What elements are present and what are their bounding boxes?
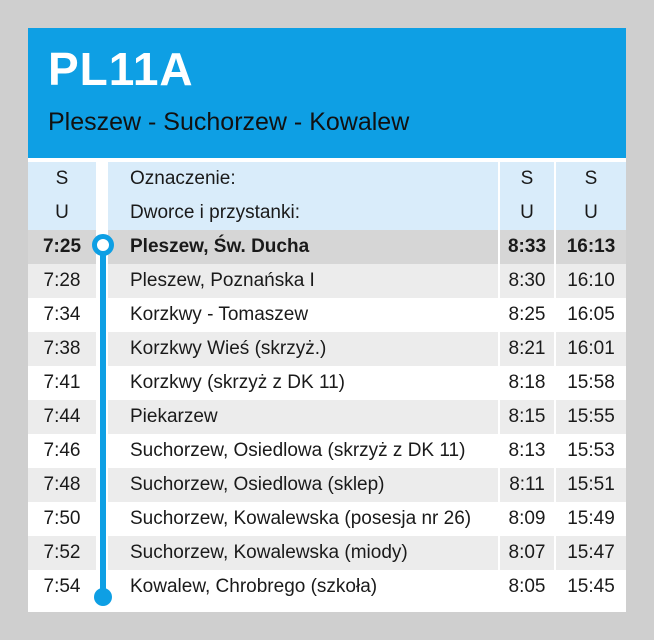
- return-time-1: 8:30: [498, 264, 554, 298]
- stop-name: Suchorzew, Osiedlowa (sklep): [108, 468, 498, 502]
- table-row: [28, 468, 626, 502]
- column-header-row-2: [28, 196, 626, 230]
- departure-time: 7:41: [28, 366, 96, 400]
- return-time-2: 15:47: [554, 536, 626, 570]
- stop-name: Korzkwy - Tomaszew: [108, 298, 498, 332]
- departure-time: 7:25: [28, 230, 96, 264]
- return-time-1: 8:09: [498, 502, 554, 536]
- stop-name: Pleszew, Poznańska I: [108, 264, 498, 298]
- return-time-2: 16:05: [554, 298, 626, 332]
- departure-time: 7:34: [28, 298, 96, 332]
- table-row: [28, 332, 626, 366]
- table-row: [28, 536, 626, 570]
- return-time-2: 15:49: [554, 502, 626, 536]
- ret1-header-top: S: [498, 162, 554, 196]
- return-time-1: 8:25: [498, 298, 554, 332]
- stop-header-top: Oznaczenie:: [108, 162, 498, 196]
- table-row: [28, 570, 626, 604]
- start-stop-marker: [92, 234, 114, 256]
- stop-name: Suchorzew, Kowalewska (posesja nr 26): [108, 502, 498, 536]
- departure-time: 7:52: [28, 536, 96, 570]
- return-time-1: 8:13: [498, 434, 554, 468]
- return-time-2: 16:01: [554, 332, 626, 366]
- departure-time: 7:46: [28, 434, 96, 468]
- table-row: [28, 264, 626, 298]
- return-time-1: 8:18: [498, 366, 554, 400]
- return-time-1: 8:05: [498, 570, 554, 604]
- table-row: [28, 298, 626, 332]
- column-header-row-1: [28, 162, 626, 196]
- return-time-2: 16:10: [554, 264, 626, 298]
- departure-time: 7:28: [28, 264, 96, 298]
- line-gap: [96, 196, 108, 230]
- return-time-1: 8:07: [498, 536, 554, 570]
- route-name: Pleszew - Suchorzew - Kowalew: [48, 108, 410, 136]
- return-time-1: 8:11: [498, 468, 554, 502]
- return-time-2: 16:13: [554, 230, 626, 264]
- return-time-2: 15:53: [554, 434, 626, 468]
- departure-time: 7:50: [28, 502, 96, 536]
- ret2-header-top: S: [554, 162, 626, 196]
- departure-time: 7:48: [28, 468, 96, 502]
- return-time-1: 8:21: [498, 332, 554, 366]
- table-row: [28, 502, 626, 536]
- stop-name: Suchorzew, Osiedlowa (skrzyż z DK 11): [108, 434, 498, 468]
- stop-name: Pleszew, Św. Ducha: [108, 230, 498, 264]
- return-time-2: 15:58: [554, 366, 626, 400]
- departure-time: 7:44: [28, 400, 96, 434]
- return-time-1: 8:15: [498, 400, 554, 434]
- ret2-header-bottom: U: [554, 196, 626, 230]
- table-row: [28, 366, 626, 400]
- stop-name: Kowalew, Chrobrego (szkoła): [108, 570, 498, 604]
- stop-name: Suchorzew, Kowalewska (miody): [108, 536, 498, 570]
- return-time-2: 15:51: [554, 468, 626, 502]
- departure-time: 7:38: [28, 332, 96, 366]
- stop-name: Korzkwy (skrzyż z DK 11): [108, 366, 498, 400]
- route-code: PL11A: [48, 43, 194, 95]
- dep-header-bottom: U: [28, 196, 96, 230]
- route-header: [28, 28, 626, 158]
- return-time-2: 15:45: [554, 570, 626, 604]
- stop-header-bottom: Dworce i przystanki:: [108, 196, 498, 230]
- ret1-header-bottom: U: [498, 196, 554, 230]
- stop-name: Piekarzew: [108, 400, 498, 434]
- stop-name: Korzkwy Wieś (skrzyż.): [108, 332, 498, 366]
- route-line: [100, 245, 106, 597]
- end-stop-marker: [94, 588, 112, 606]
- dep-header-top: S: [28, 162, 96, 196]
- departure-time: 7:54: [28, 570, 96, 604]
- table-row: [28, 230, 626, 264]
- return-time-1: 8:33: [498, 230, 554, 264]
- line-gap: [96, 162, 108, 196]
- table-row: [28, 434, 626, 468]
- return-time-2: 15:55: [554, 400, 626, 434]
- table-row: [28, 400, 626, 434]
- timetable-card: [28, 28, 626, 612]
